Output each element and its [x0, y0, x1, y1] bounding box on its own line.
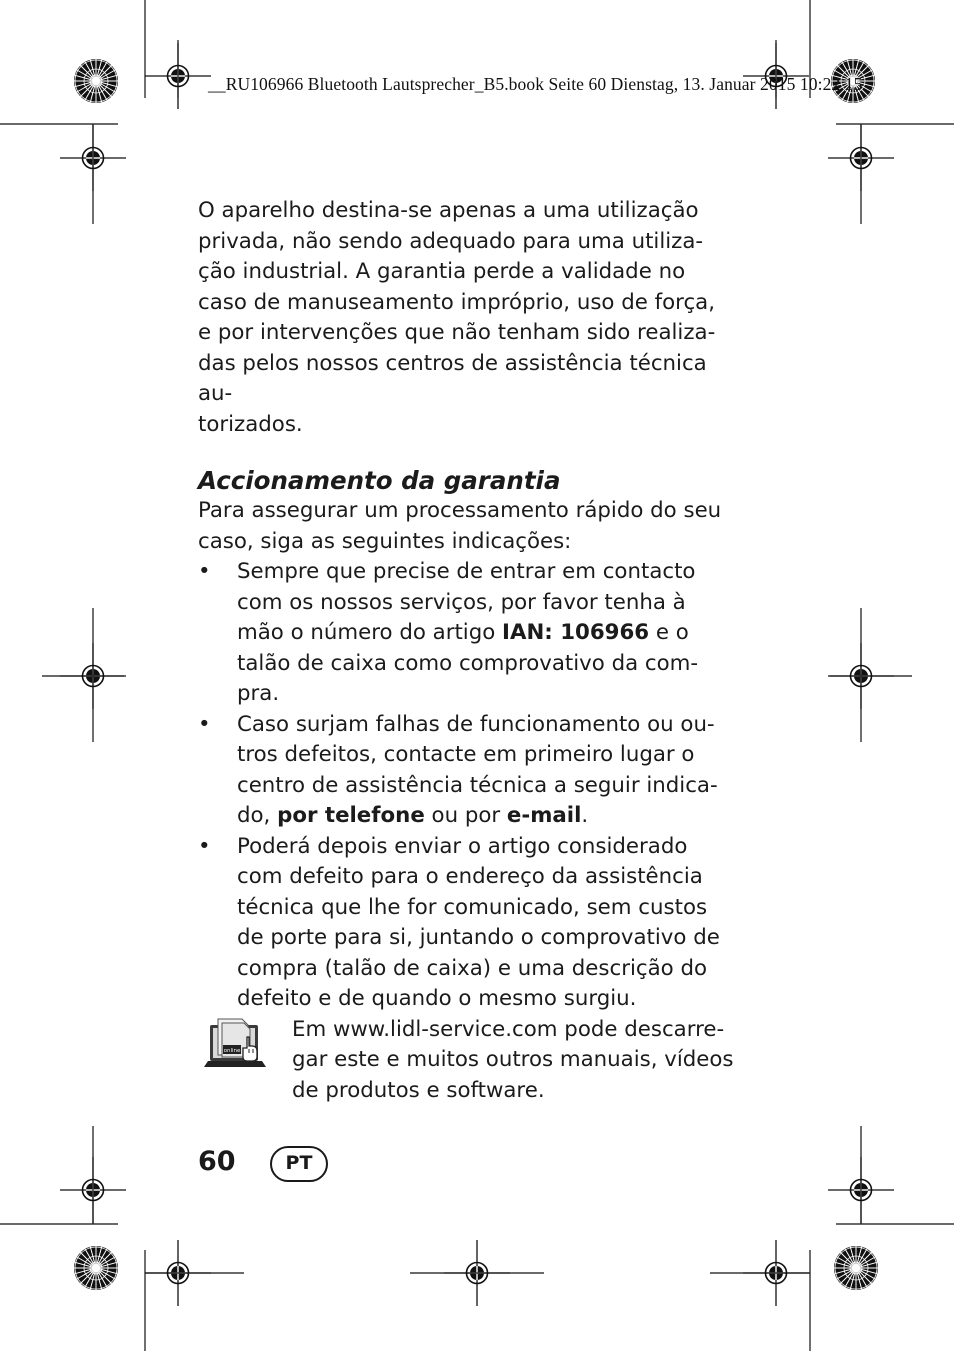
text-line: Em www.lidl-service.com pode descarre-	[292, 1016, 725, 1042]
text-line: gar este e muitos outros manuais, vídeos	[292, 1047, 734, 1072]
online-label: online	[223, 1047, 241, 1054]
text-line: defeito e de quando o mesmo surgiu.	[237, 986, 637, 1011]
page-number: 60	[198, 1146, 236, 1177]
text-line: compra (talão de caixa) e uma descrição do	[237, 955, 707, 981]
text-line: pra.	[237, 681, 280, 706]
text-line: com os nossos serviços, por favor tenha à	[237, 589, 686, 615]
text-line: de porte para si, juntando o comprovativo de	[237, 925, 720, 950]
text-line: Caso surjam falhas de funcionamento ou ou-	[237, 711, 715, 737]
print-slug-header: __RU106966 Bluetooth Lautsprecher_B5.book Seite 60 Dienstag, 13. Januar 2015 10:22 15	[208, 74, 863, 94]
section-heading: Accionamento da garantia	[198, 466, 561, 495]
ian-number: IAN: 106966	[502, 620, 650, 645]
text-line: de produtos e software.	[292, 1077, 545, 1103]
page-body	[198, 196, 743, 1106]
text-line: das pelos nossos centros de assistência técnica au-	[198, 350, 707, 406]
list-item	[198, 557, 743, 710]
text-line: técnica que lhe for comunicado, sem custos	[237, 894, 708, 920]
lead-paragraph	[198, 496, 743, 557]
text-line: Para assegurar um processamento rápido do seu	[198, 498, 722, 523]
contact-by-email: e-mail	[506, 803, 582, 828]
text-line: .	[581, 803, 589, 828]
text-line: torizados.	[198, 411, 303, 437]
text-line: com defeito para o endereço da assistência	[237, 864, 703, 889]
text-line: Sempre que precise de entrar em contacto	[237, 559, 696, 584]
text-line: caso, siga as seguintes indicações:	[198, 528, 572, 554]
instruction-list	[198, 557, 743, 1015]
text-line: e por intervenções que não tenham sido realiza-	[198, 320, 716, 345]
text-line: do,	[237, 803, 278, 828]
language-badge: PT	[270, 1146, 328, 1182]
online-manual-icon	[202, 1015, 268, 1073]
bullet-marker: •	[198, 559, 211, 584]
text-line: O aparelho destina-se apenas a uma utilização	[198, 198, 699, 223]
list-item	[198, 710, 743, 832]
bullet-marker: •	[198, 711, 211, 737]
text-line: talão de caixa como comprovativo da com-	[237, 650, 699, 676]
text-line: caso de manuseamento impróprio, uso de força,	[198, 289, 715, 315]
warranty-exclusion-paragraph	[198, 196, 743, 440]
bullet-marker: •	[198, 833, 211, 859]
text-line: Poderá depois enviar o artigo considerado	[237, 833, 688, 859]
text-line: tros defeitos, contacte em primeiro lugar o	[237, 742, 695, 767]
contact-by-phone: por telefone	[277, 803, 425, 828]
text-line: mão o número do artigo	[237, 620, 503, 645]
text-line: ou por	[424, 803, 507, 828]
text-line: ção industrial. A garantia perde a validade no	[198, 259, 686, 284]
download-note	[198, 1015, 743, 1107]
text-line: privada, não sendo adequado para uma utiliza-	[198, 228, 704, 254]
text-line: centro de assistência técnica a seguir indica-	[237, 772, 718, 798]
list-item	[198, 832, 743, 1015]
text-line: e o	[649, 620, 689, 645]
